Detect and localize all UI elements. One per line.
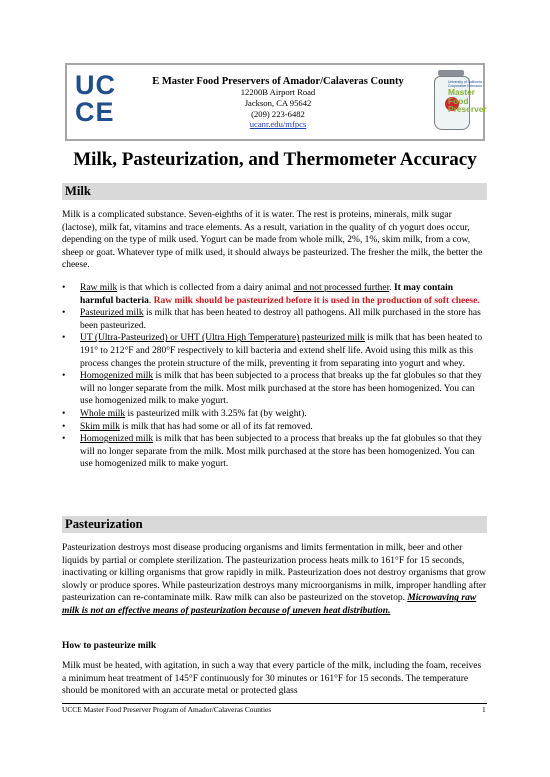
section-heading-milk-label: Milk <box>65 184 91 198</box>
master-food-preserver-logo <box>430 70 486 134</box>
term-not-processed: and not processed further <box>293 283 390 293</box>
mfp-logo-big1: Master <box>448 87 475 97</box>
milk-intro-paragraph: Milk is a complicated substance. Seven-eighths of it is water. The rest is proteins, minerals, milk sugar (lactose), milk fat, vitamins and trace elements. As a result, variation in the quality of ch yogurt does occur, depending on the type of milk used. Yogurt can be made from whole milk, 2%, 1%, skim milk, from a cow, sheep or goat. Whatever type of milk used, it should always be pasteurized. The fresher the milk, the better the cheese. <box>62 210 483 271</box>
bullet-text: is milk that has been subjected to a process that breaks up the fat globules so that they will no longer separate from the milk. Most milk purchased at the store has been homogenized. You can use homogenized milk to make yogurt. <box>80 371 482 407</box>
how-to-pasteurize-paragraph: Milk must be heated, with agitation, in such a way that every particle of the milk, including the foam, receives a minimum heat treatment of 145°F continuously for 30 minutes or 161°F for 15 seconds. The temperature should be monitored with an accurate metal or protected glass <box>62 661 482 697</box>
bullet-text: is milk that has had some or all of its fat removed. <box>119 421 313 432</box>
term-uht-milk: UT (Ultra-Pasteurized) or UHT (Ultra High Temperature) pasteurized milk <box>80 333 365 344</box>
bullet-icon: • <box>62 421 66 432</box>
list-item <box>62 370 487 408</box>
page-number: 1 <box>482 705 486 714</box>
bullet-text: is milk that has been heated to destroy all pathogens. All milk purchased in the store has been pasteurized. <box>80 308 481 331</box>
ucce-logo-row2: CE <box>75 97 115 127</box>
section-heading-milk <box>62 183 487 200</box>
bullet-text: . <box>389 283 394 293</box>
mfp-logo-big3: Preserver <box>448 104 487 115</box>
mfp-logo-big2: Food <box>448 95 469 106</box>
footer-divider <box>62 703 487 704</box>
list-item <box>62 421 487 434</box>
bullet-icon: • <box>62 283 66 293</box>
document-title: Milk, Pasteurization, and Thermometer Accuracy <box>73 149 477 170</box>
list-item <box>62 433 487 471</box>
milk-types-list <box>62 282 487 471</box>
ucce-logo <box>75 72 123 128</box>
bold-warning: It may contain harmful bacteria <box>80 283 454 306</box>
bullet-text: is milk that has been heated to 191° to 212°F and 280°F respectively to kill bacteria and extend shelf life. Avoid using this milk as this process changes the protein structure of the milk, preventing it from separating into yogurt and whey. <box>80 333 483 369</box>
microwave-warning: Microwaving raw milk is not an effective means of pasteurization because of uneven heat distribution. <box>62 593 477 616</box>
mfp-logo-small2: Cooperative Extension <box>448 84 483 88</box>
term-raw-milk: Raw milk <box>80 283 118 293</box>
section-heading-pasteurization <box>62 516 487 533</box>
pasteurization-body: Pasteurization destroys most disease producing organisms and limits fermentation in milk, beer and other liquids by partial or complete sterilization. The pasteurization process heats milk to 161°F for 15 seconds, inactivating or killing organisms that grow rapidly in milk. Pasteurization does not destroy organisms that grow slowly or produce spores. While pasteurization destroys many microorganisms in milk, improper handling after pasteurization can re-contaminate milk. Raw milk can also be pasteurized on the stovetop. <box>62 543 487 604</box>
bullet-icon: • <box>62 308 66 319</box>
term-skim-milk: Skim milk <box>80 421 120 432</box>
term-pasteurized-milk: Pasteurized milk <box>80 308 144 319</box>
mfp-logo-text <box>448 80 488 114</box>
list-item <box>62 408 487 421</box>
list-item <box>62 307 487 332</box>
red-warning: Raw milk should be pasteurized before it is used in the production of soft cheese. <box>153 295 480 306</box>
term-homogenized-milk: Homogenized milk <box>80 371 154 382</box>
list-item <box>62 282 487 307</box>
list-item <box>62 332 487 370</box>
term-whole-milk: Whole milk <box>80 408 126 419</box>
bullet-icon: • <box>62 333 66 344</box>
bullet-icon: • <box>62 371 66 382</box>
pasteurization-paragraph <box>62 542 487 618</box>
org-info <box>128 76 428 130</box>
org-title: E Master Food Preservers of Amador/Calaveras County <box>152 76 404 87</box>
bullet-text: is pasteurized milk with 3.25% fat (by weight). <box>125 408 307 419</box>
mfp-logo-small1: University of California <box>448 80 482 84</box>
bullet-icon: • <box>62 434 66 445</box>
section-heading-pasteurization-label: Pasteurization <box>65 517 143 531</box>
org-city: Jackson, CA 95642 <box>244 97 312 108</box>
bullet-text: . <box>148 295 154 306</box>
bullet-text: is that which is collected from a dairy animal <box>117 283 294 293</box>
term-homogenized-milk: Homogenized milk <box>80 434 154 445</box>
bullet-text: is milk that has been subjected to a process that breaks up the fat globules so that they will no longer separate from the milk. Most milk purchased at the store has been homogenized. You can use homogenized milk to make yogurt. <box>80 434 482 470</box>
ucce-logo-row1: UC <box>75 70 116 100</box>
org-phone: (209) 223-6482 <box>251 108 305 119</box>
footer-text: UCCE Master Food Preserver Program of Amador/Calaveras Counties <box>62 705 272 714</box>
org-address: 12200B Airport Road <box>240 87 316 97</box>
org-website-link[interactable]: ucanr.edu/mfpcs <box>249 119 307 130</box>
how-to-pasteurize-heading: How to pasteurize milk <box>62 641 157 651</box>
bullet-icon: • <box>62 408 66 419</box>
